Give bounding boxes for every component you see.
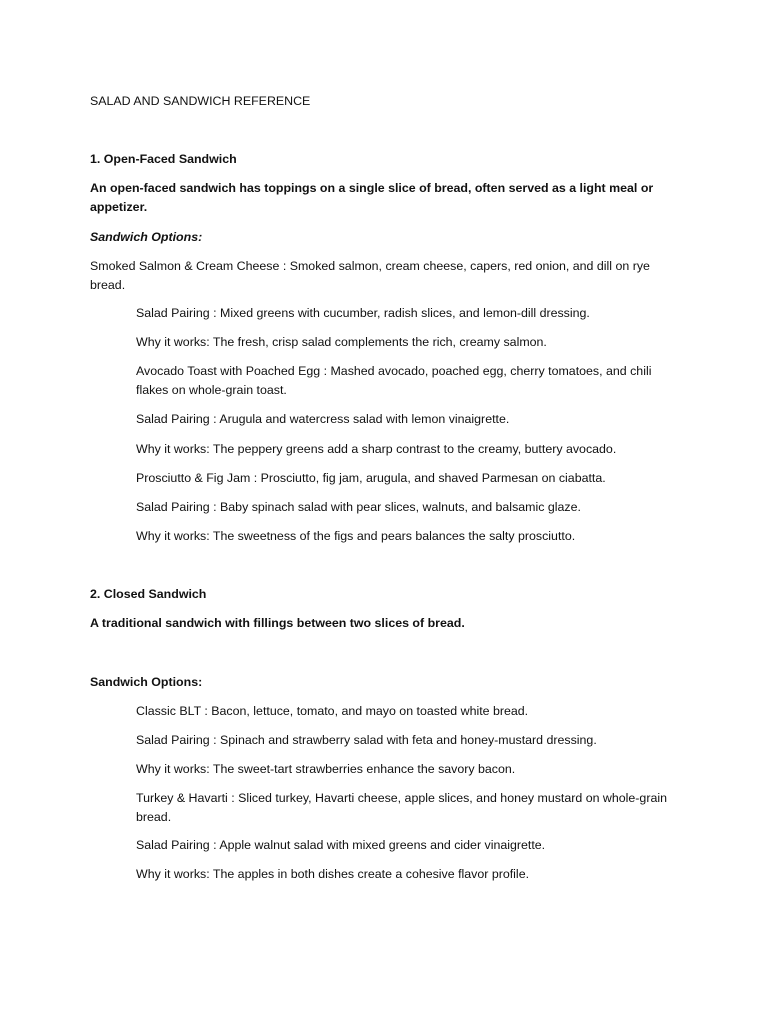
section-heading-open-faced: 1. Open-Faced Sandwich <box>90 152 237 166</box>
salad-pairing-salmon: Salad Pairing : Mixed greens with cucumber, radish slices, and lemon-dill dressing. <box>136 306 590 320</box>
why-it-works-avocado: Why it works: The peppery greens add a sharp contrast to the creamy, buttery avocado. <box>136 442 617 456</box>
sandwich-item-avocado-toast: Avocado Toast with Poached Egg : Mashed avocado, poached egg, cherry tomatoes, and chili flakes on whole-grain toast. <box>136 364 652 397</box>
sandwich-options-label: Sandwich Options: <box>90 230 203 244</box>
salad-pairing-blt: Salad Pairing : Spinach and strawberry salad with feta and honey-mustard dressing. <box>136 733 597 747</box>
salad-pairing-prosciutto: Salad Pairing : Baby spinach salad with pear slices, walnuts, and balsamic glaze. <box>136 500 581 514</box>
sandwich-options-label-closed: Sandwich Options: <box>90 675 203 689</box>
salad-pairing-turkey: Salad Pairing : Apple walnut salad with mixed greens and cider vinaigrette. <box>136 838 546 852</box>
why-it-works-salmon: Why it works: The fresh, crisp salad complements the rich, creamy salmon. <box>136 335 547 349</box>
salad-pairing-avocado: Salad Pairing : Arugula and watercress salad with lemon vinaigrette. <box>136 412 510 426</box>
why-it-works-turkey: Why it works: The apples in both dishes create a cohesive flavor profile. <box>136 867 530 881</box>
sandwich-item-prosciutto: Prosciutto & Fig Jam : Prosciutto, fig jam, arugula, and shaved Parmesan on ciabatta. <box>136 471 606 485</box>
section-heading-closed: 2. Closed Sandwich <box>90 587 207 601</box>
sandwich-item-smoked-salmon: Smoked Salmon & Cream Cheese : Smoked salmon, cream cheese, capers, red onion, and dill on rye bread. <box>90 259 650 292</box>
section-intro-closed: A traditional sandwich with fillings between two slices of bread. <box>90 616 465 630</box>
sandwich-item-blt: Classic BLT : Bacon, lettuce, tomato, and mayo on toasted white bread. <box>136 704 529 718</box>
sandwich-item-turkey-havarti: Turkey & Havarti : Sliced turkey, Havarti cheese, apple slices, and honey mustard on whole-grain bread. <box>136 791 667 824</box>
why-it-works-prosciutto: Why it works: The sweetness of the figs and pears balances the salty prosciutto. <box>136 529 576 543</box>
why-it-works-blt: Why it works: The sweet-tart strawberries enhance the savory bacon. <box>136 762 516 776</box>
document-title: SALAD AND SANDWICH REFERENCE <box>90 94 311 108</box>
section-intro-open-faced: An open-faced sandwich has toppings on a single slice of bread, often served as a light meal or appetizer. <box>90 181 654 214</box>
